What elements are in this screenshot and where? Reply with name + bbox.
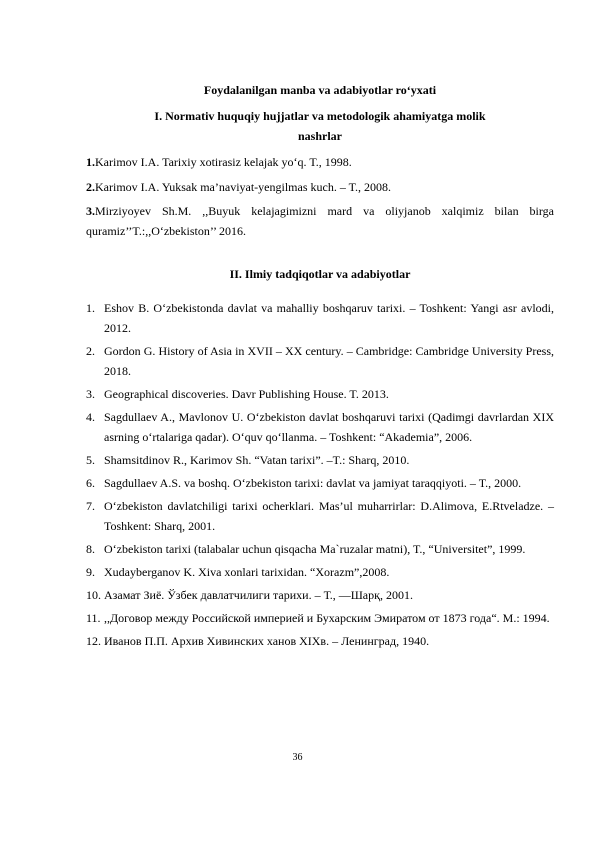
- section1-item: [86, 201, 554, 241]
- list-item: [86, 298, 554, 338]
- item-number: 9.: [86, 565, 95, 579]
- item-number: 3.: [86, 387, 95, 401]
- list-item: [86, 473, 554, 493]
- item-text: Geographical discoveries. Davr Publishing House. T. 2013.: [104, 387, 389, 401]
- section1-item: [86, 177, 554, 197]
- list-item: [86, 496, 554, 536]
- item-number: 12.: [86, 634, 101, 648]
- section1-heading-line2: nashrlar: [297, 129, 342, 143]
- item-text: Иванов П.П. Архив Хивинских ханов XIXв. – Ленинград, 1940.: [104, 634, 430, 648]
- section2-heading: II. Ilmiy tadqiqotlar va adabiyotlar: [229, 267, 411, 281]
- item-text: O‘zbekiston tarixi (talabalar uchun qisqacha Ma`ruzalar matni), T., “Universitet”, 1999.: [104, 542, 526, 556]
- list-item: [86, 631, 554, 651]
- section1-heading-line1: I. Normativ huquqiy hujjatlar va metodologik ahamiyatga molik: [154, 109, 486, 123]
- item-text: Karimov I.A. Tarixiy xotirasiz kelajak yo‘q. T., 1998.: [95, 155, 352, 169]
- item-number: 4.: [86, 410, 95, 424]
- item-text: Eshov B. O‘zbekistonda davlat va mahalliy boshqaruv tarixi. – Toshkent: Yangi asr avlodi, 2012.: [104, 301, 554, 335]
- item-number: 2.: [86, 180, 95, 194]
- list-item: [86, 450, 554, 470]
- list-item: [86, 562, 554, 582]
- list-item: [86, 585, 554, 605]
- list-item: [86, 608, 554, 628]
- item-text: Xudayberganov K. Xiva xonlari tarixidan. “Xorazm”,2008.: [104, 565, 390, 579]
- item-text: Sagdullaev A.S. va boshq. O‘zbekiston tarixi: davlat va jamiyat taraqqiyoti. – T., 2000.: [104, 476, 522, 490]
- item-number: 1.: [86, 155, 95, 169]
- page-title: Foydalanilgan manba va adabiyotlar ro‘yxati: [203, 83, 437, 97]
- section2-list: [86, 298, 554, 651]
- item-number: 5.: [86, 453, 95, 467]
- item-text: Shamsitdinov R., Karimov Sh. “Vatan tarixi”. –T.: Sharq, 2010.: [104, 453, 410, 467]
- item-text: Gordon G. History of Asia in XVII – XX century. – Cambridge: Cambridge University Press, 2018.: [104, 344, 554, 378]
- list-item: [86, 539, 554, 559]
- page-number: 36: [292, 752, 303, 763]
- item-text: O‘zbekiston davlatchiligi tarixi ocherklari. Mas’ul muharrirlar: D.Alimova, E.Rtveladze. – Toshkent: Sharq, 2001.: [104, 499, 554, 533]
- item-number: 3.: [86, 204, 95, 218]
- item-text: Sagdullaev A., Mavlonov U. O‘zbekiston davlat boshqaruvi tarixi (Qadimgi davrlardan XIX asrning o‘rtalariga qadar). O‘quv qo‘llanma. – Toshkent: “Akademia”, 2006.: [104, 410, 554, 444]
- item-text: Mirziyoyev Sh.M. ,,Buyuk kelajagimizni mard va oliyjanob xalqimiz bilan birga quramiz’’T.:,,O‘zbekiston’’ 2016.: [86, 204, 554, 238]
- item-number: 6.: [86, 476, 95, 490]
- section1-heading: [86, 106, 554, 146]
- list-item: [86, 407, 554, 447]
- section1-item: [86, 152, 554, 172]
- list-item: [86, 341, 554, 381]
- item-text: Азамат Зиё. Ўзбек давлатчилиги тарихи. – Т., ―Шарқ, 2001.: [104, 588, 413, 602]
- item-text: ,,Договор между Российской империей и Бухарским Эмиратом от 1873 года“. М.: 1994.: [104, 611, 550, 625]
- item-number: 11.: [86, 611, 101, 625]
- item-number: 8.: [86, 542, 95, 556]
- item-number: 7.: [86, 499, 95, 513]
- item-number: 2.: [86, 344, 95, 358]
- item-text: Karimov I.A. Yuksak ma’naviyat-yengilmas kuch. – T., 2008.: [95, 180, 392, 194]
- list-item: [86, 384, 554, 404]
- item-number: 1.: [86, 301, 95, 315]
- item-number: 10.: [86, 588, 101, 602]
